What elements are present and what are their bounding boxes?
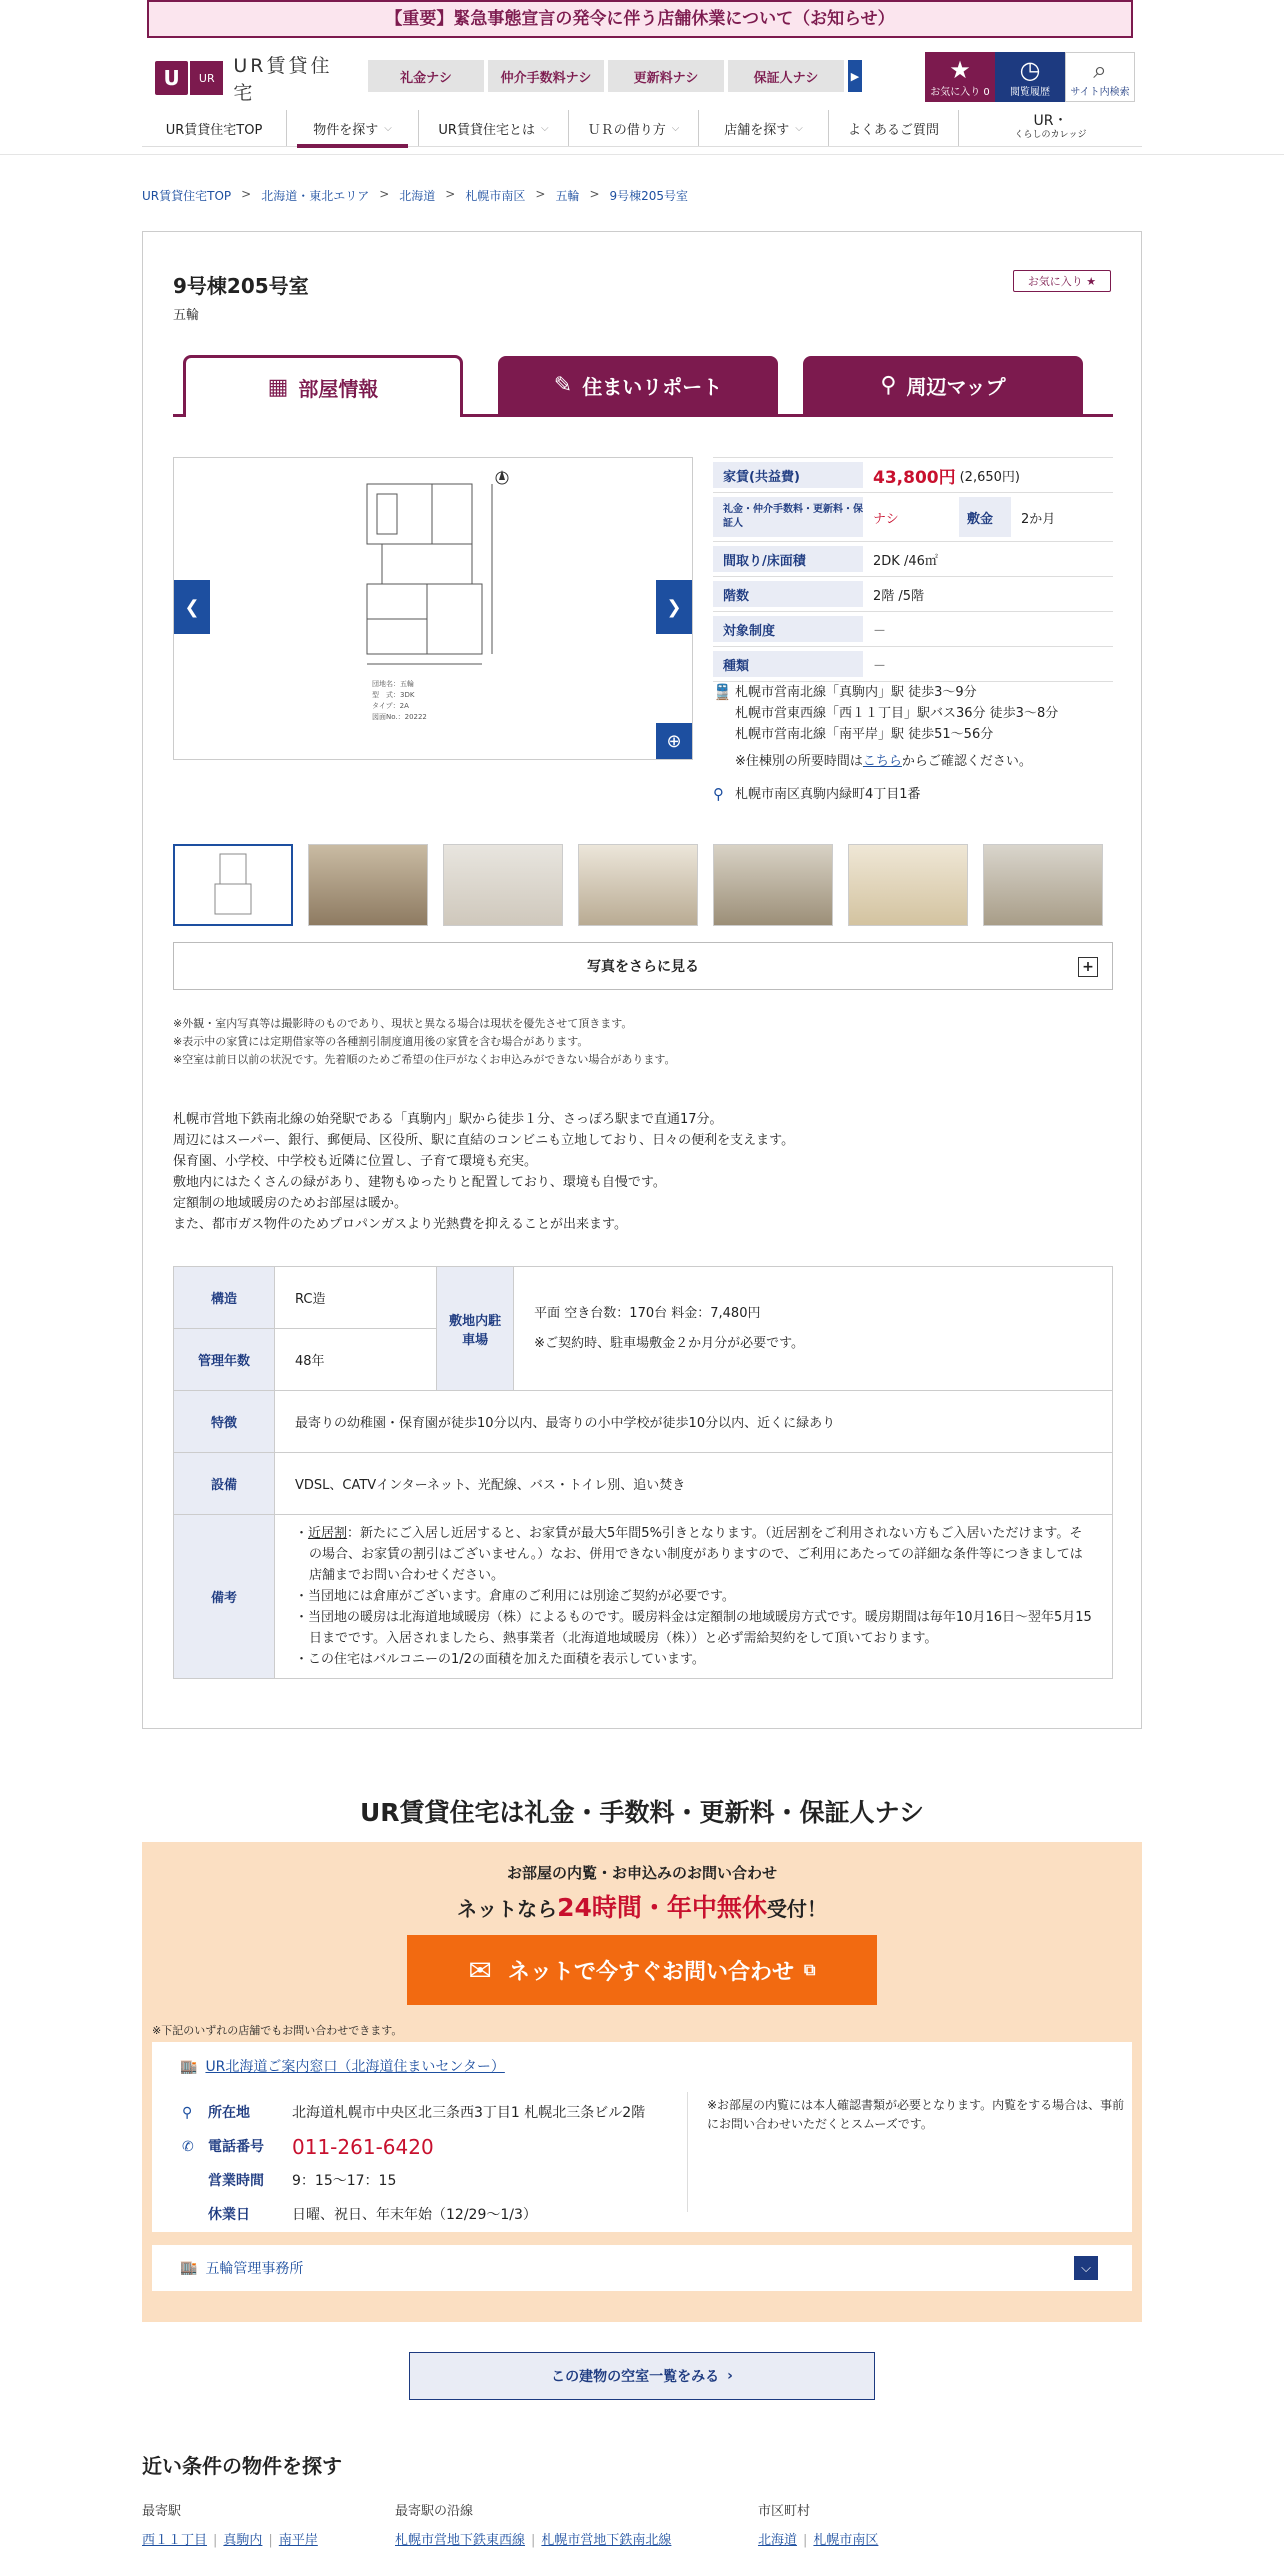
detail-value: 48年 (275, 1329, 437, 1391)
remark-item: ・この住宅はバルコニーの1/2の面積を加えた面積を表示しています。 (295, 1652, 705, 1667)
content-tabs (173, 352, 1113, 417)
chevron-left-icon: ❮ (184, 596, 200, 618)
detail-table (173, 1266, 1113, 1679)
parking-line: ※ご契約時、駐車場敷金２か月分が必要です。 (534, 1335, 805, 1351)
near-station-link[interactable]: 西１１丁目 (142, 2533, 208, 2548)
access-train (713, 682, 1113, 772)
chevron-down-icon[interactable]: ⌵ (1074, 2256, 1098, 2280)
promo-tab-hoshonin[interactable]: 保証人ナシ (728, 60, 844, 92)
more-photos-label: 写真をさらに見る (587, 959, 699, 975)
access-line: 札幌市営南北線「南平岸」駅 徒歩51～56分 (735, 727, 994, 742)
breadcrumb-sep: > (241, 187, 252, 201)
spec-row-target (713, 612, 1113, 647)
spec-label: 種類 (713, 651, 863, 677)
near-station-link[interactable]: 南平岸 (278, 2533, 318, 2548)
floorplan-thumb-image (175, 846, 291, 924)
description-line: 周辺にはスーパー、銀行、郵便局、区役所、駅に直結のコンビニも立地しており、日々の便利を支えます。 (173, 1133, 795, 1148)
logo-text: UR賃貸住宅 (233, 55, 333, 104)
floorplan-caption: タイプ：2A (372, 702, 409, 710)
breadcrumb-current: 9号棟205号室 (609, 189, 689, 203)
photo-notes (173, 1015, 675, 1069)
remark-text: ：新たにご入居し近居すると、お家賃が最大5年間5%引きとなります。（近居割をご利用されない方もご入居いただけます。その場合、お家賃の割引はございません。）なお、併用できない制度がありますので、ご利用にあたっての詳細な条件等につきましては店舗までお問い合わせください。 (309, 1526, 1083, 1583)
gnav-faq-label: よくあるご質問 (847, 122, 939, 138)
train-icon: 🚆 (713, 683, 732, 701)
tel-label: 電話番号 (208, 2139, 264, 2155)
history-button[interactable] (995, 52, 1065, 102)
thumb-floorplan[interactable] (173, 844, 293, 926)
thumb-photo[interactable] (578, 844, 698, 926)
gnav-howto[interactable] (569, 110, 699, 146)
description-line: また、都市ガス物件のためプロパンガスより光熱費を抑えることが出来ます。 (173, 1217, 627, 1232)
thumb-photo[interactable] (713, 844, 833, 926)
history-label: 閲覧履歴 (1010, 86, 1050, 98)
spec-row-layout (713, 542, 1113, 577)
hours-label: 営業時間 (208, 2173, 264, 2189)
floorplan-caption: 型 式：3DK (372, 691, 415, 699)
spec-value: 2DK /46㎡ (873, 553, 938, 569)
chevron-down-icon: ⌵ (540, 122, 549, 134)
address-text: 札幌市南区真駒内緑町4丁目1番 (735, 787, 921, 802)
remark-text: この住宅はバルコニーの1/2の面積を加えた面積を表示しています。 (308, 1652, 705, 1667)
gnav-shops-label: 店舗を探す (724, 122, 790, 138)
near-line-link[interactable]: 札幌市営地下鉄南北線 (541, 2533, 672, 2548)
gnav-about-label: UR賃貸住宅とは (438, 122, 535, 138)
spec-label: 敷金 (959, 497, 1011, 537)
magnifier-icon: ⊕ (666, 730, 682, 752)
map-pin-icon: ⚲ (880, 372, 897, 398)
external-link-icon: ⧉ (804, 1960, 816, 1979)
more-photos-button[interactable] (173, 942, 1113, 990)
detail-label: 設備 (174, 1453, 275, 1515)
chevron-right-icon: ❯ (666, 596, 682, 618)
description-line: 定額制の地域暖房のためお部屋は暖か。 (173, 1196, 408, 1211)
spec-value (863, 458, 1113, 492)
shop-divider (687, 2092, 688, 2212)
gnav-top[interactable] (142, 110, 287, 146)
college-top-label: UR・ (1033, 113, 1068, 129)
tab-room-info[interactable] (183, 355, 463, 417)
gnav-college[interactable] (959, 110, 1142, 146)
property-box (142, 231, 1142, 1729)
shop-side-note: ※お部屋の内覧には本人確認書類が必要となります。内覧をする場合は、事前にお問い合わせいただくとスムーズです。 (707, 2098, 1125, 2131)
gnav-howto-label: ＵＲの借り方 (587, 122, 666, 138)
spec-label: 間取り/床面積 (713, 546, 863, 572)
promo-tab-chukai[interactable]: 仲介手数料ナシ (488, 60, 604, 92)
access-note (735, 751, 1058, 772)
spec-row-fees (713, 493, 1113, 542)
gallery-prev-button[interactable] (174, 580, 210, 634)
gnav-search[interactable] (287, 110, 419, 146)
access-detail-link[interactable]: こちら (862, 754, 902, 769)
promo-next-arrow-icon[interactable]: ▶ (848, 60, 862, 92)
gnav-top-label: UR賃貸住宅TOP (165, 122, 263, 138)
note-line: ※表示中の家賃には定期借家等の各種割引制度適用後の家賃を含む場合があります。 (173, 1035, 589, 1048)
gnav-shops[interactable] (699, 110, 829, 146)
gnav-about[interactable] (419, 110, 569, 146)
favorites-button[interactable] (925, 52, 995, 102)
near-line-link[interactable]: 札幌市営地下鉄東西線 (395, 2533, 526, 2548)
envelope-icon: ✉ (468, 1953, 492, 1987)
favorites-label: お気に入り (930, 86, 981, 98)
breadcrumb-top[interactable]: UR賃貸住宅TOP (142, 189, 232, 203)
contact-sub-post: 受付！ (766, 1897, 827, 1921)
note-line: ※空室は前日以前の状況です。先着順のためご希望の住戸がなくお申込みができない場合があります。 (173, 1053, 676, 1066)
promo-tab-koshin[interactable]: 更新料ナシ (608, 60, 724, 92)
access-info (713, 682, 1113, 805)
shop-link[interactable]: UR北海道ご案内窓口（北海道住まいセンター） (205, 2059, 505, 2075)
tab-room-info-label: 部屋情報 (298, 377, 379, 401)
breadcrumb (142, 187, 688, 204)
shop-name (180, 2056, 505, 2076)
spec-label: 礼金・仲介手数料・更新料・保証人 (713, 497, 863, 537)
building-icon: ▦ (267, 375, 289, 400)
logo-mark-sub: UR (190, 61, 223, 95)
shop-card (152, 2042, 1132, 2232)
thumb-photo[interactable] (443, 844, 563, 926)
access-note-pre: ※住棟別の所要時間は (735, 754, 863, 769)
hours-value: 9：15～17：15 (292, 2173, 397, 2189)
chevron-right-icon: › (727, 2368, 733, 2384)
contact-subheading (142, 1888, 1142, 1924)
spec-table (713, 457, 1113, 682)
detail-label: 管理年数 (174, 1329, 275, 1391)
map-pin-icon: ⚲ (713, 785, 724, 803)
spec-row-rent (713, 457, 1113, 493)
breadcrumb-sep: > (379, 187, 390, 201)
property-description (173, 1109, 794, 1235)
breadcrumb-sep: > (535, 187, 546, 201)
site-search-button[interactable] (1065, 52, 1135, 102)
catch-copy: UR賃貸住宅は礼金・手数料・更新料・保証人ナシ (359, 1798, 925, 1827)
shop-card-collapsed[interactable] (152, 2245, 1132, 2291)
net-inquiry-button[interactable] (407, 1935, 877, 2005)
addr-label: 所在地 (208, 2105, 250, 2121)
spec-label: 家賃(共益費) (713, 462, 863, 488)
pencil-icon: ✎ (553, 372, 573, 398)
detail-value: RC造 (275, 1267, 437, 1329)
tab-report-label: 住まいリポート (582, 374, 723, 399)
contact-heading: お部屋の内覧・お申込みのお問い合わせ (506, 1864, 777, 1882)
fees-value: ナシ (873, 511, 899, 527)
plus-icon: + (1078, 957, 1098, 977)
detail-label: 備考 (174, 1515, 275, 1679)
spec-value: 2か月 (1021, 511, 1056, 527)
danchi-name: 五輪 (173, 308, 200, 323)
access-note-post: からご確認ください。 (901, 754, 1032, 769)
remark-item: ・近居割：新たにご入居し近居すると、お家賃が最大5年間5%引きとなります。（近居割をご利用されない方もご入居いただけます。その場合、お家賃の割引はございません。）なお、併用できない制度がありますので、ご利用にあたっての詳細な条件等につきましては店舗までお問い合わせください。 (295, 1526, 1083, 1583)
contact-section (142, 1842, 1142, 2322)
remark-item: ・当団地の暖房は北海道地域暖房（株）によるものです。暖房料金は定額制の地域暖房方式です。暖房期間は毎年10月16日～翌年5月15日までです。入居されましたら、熱事業者（北海道地域暖房（株））と必ず需給契約をして頂いております。 (295, 1610, 1092, 1646)
detail-label: 特徴 (174, 1391, 275, 1453)
detail-label: 構造 (174, 1267, 275, 1329)
remarks-list (275, 1515, 1113, 1679)
detail-label: 敷地内駐車場 (437, 1267, 514, 1391)
gallery-next-button[interactable] (656, 580, 692, 634)
tab-map-label: 周辺マップ (906, 374, 1006, 399)
chevron-down-icon: ⌵ (671, 122, 680, 134)
remark-item: ・当団地には倉庫がございます。倉庫のご利用には別途ご契約が必要です。 (295, 1589, 735, 1604)
shop2-name[interactable]: 五輪管理事務所 (205, 2261, 304, 2277)
note-line: ※外観・室内写真等は撮影時のものであり、現状と異なる場合は現状を優先させて頂きます。 (173, 1017, 633, 1030)
logo-mark: U (155, 61, 188, 95)
shop-icon: 🏬 (180, 2059, 198, 2075)
spec-row-kind (713, 647, 1113, 682)
near-stations-label: 最寄駅 (142, 2504, 182, 2519)
map-pin-icon: ⚲ (182, 2105, 193, 2121)
promo-tabs (368, 60, 862, 92)
emergency-notice-banner[interactable]: 【重要】緊急事態宣言の発令に伴う店舗休業について（お知らせ） (147, 0, 1133, 38)
detail-value: VDSL、CATVインターネット、光配線、バス・トイレ別、追い焚き (275, 1453, 1113, 1515)
spec-label: 階数 (713, 581, 863, 607)
addr-value: 北海道札幌市中央区北三条西3丁目1 札幌北三条ビル2階 (292, 2105, 646, 2121)
chevron-down-icon: ⌵ (384, 122, 392, 134)
near-station-link[interactable]: 真駒内 (223, 2533, 263, 2548)
access-line: 札幌市営南北線「真駒内」駅 徒歩3～9分 (735, 685, 977, 700)
access-address (713, 784, 1113, 805)
spec-label: 対象制度 (713, 616, 863, 642)
promo-tab-reikin[interactable]: 礼金ナシ (368, 60, 484, 92)
chevron-down-icon: ⌵ (795, 122, 803, 134)
common-fee-value: (2,650円) (959, 469, 1020, 485)
thumb-photo[interactable] (848, 844, 968, 926)
floorplan-caption: 図面No.：20222 (372, 713, 427, 721)
contact-sub-highlight: 24時間・年中無休 (557, 1893, 767, 1922)
description-line: 札幌市営地下鉄南北線の始発駅である「真駒内」駅から徒歩１分、さっぽろ駅まで直通17分。 (173, 1112, 723, 1127)
detail-value (514, 1267, 1113, 1391)
vacancy-list-button[interactable] (409, 2352, 875, 2400)
header-icons (925, 52, 1135, 102)
near-heading: 近い条件の物件を探す (142, 2454, 342, 2478)
header-divider (0, 154, 1284, 155)
breadcrumb-city[interactable]: 札幌市南区 (465, 189, 526, 203)
shop-details (182, 2096, 645, 2232)
access-line: 札幌市営東西線「西１１丁目」駅バス36分 徒歩3～8分 (735, 706, 1059, 721)
net-inquiry-label: ネットで今すぐお問い合わせ (508, 1959, 795, 1985)
shop-icon: 🏬 (180, 2260, 198, 2276)
tel-value[interactable]: 011-261-6420 (292, 2135, 434, 2159)
floorplan-image (352, 464, 522, 754)
phone-icon: ✆ (182, 2139, 194, 2155)
near-city-link[interactable]: 北海道 (758, 2533, 798, 2548)
floorplan-caption: 団地名：五輪 (372, 680, 414, 688)
spec-row-floor (713, 577, 1113, 612)
parking-line: 平面 空き台数：170台 料金：7,480円 (534, 1305, 761, 1321)
detail-value: 最寄りの幼稚園・保育園が徒歩10分以内、最寄りの小中学校が徒歩10分以内、近くに緑あり (275, 1391, 1113, 1453)
tab-map[interactable] (803, 356, 1083, 414)
breadcrumb-area[interactable]: 北海道・東北エリア (261, 189, 370, 203)
breadcrumb-danchi[interactable]: 五輪 (555, 189, 580, 203)
near-lines: 最寄駅の沿線 札幌市営地下鉄東西線 | 札幌市営地下鉄南北線 (395, 2500, 677, 2548)
holiday-value: 日曜、祝日、年末年始（12/29～1/3） (292, 2207, 537, 2223)
spec-value: － (873, 623, 887, 639)
gnav-search-label: 物件を探す (313, 122, 379, 138)
floorplan-gallery[interactable] (173, 457, 693, 760)
spec-value (863, 493, 959, 541)
description-line: 敷地内にはたくさんの緑があり、建物もゆったりと配置しており、環境も自慢です。 (173, 1175, 666, 1190)
breadcrumb-sep: > (445, 187, 456, 201)
near-cities: 市区町村 北海道 | 札幌市南区 (758, 2500, 884, 2548)
photo-thumbnails (173, 844, 1103, 926)
page-title: 9号棟205号室 (173, 274, 309, 298)
breadcrumb-pref[interactable]: 北海道 (399, 189, 436, 203)
spec-value: 2階 /5階 (873, 588, 925, 604)
favorites-count: 0 (983, 86, 990, 98)
search-icon: ⌕ (1093, 55, 1107, 84)
breadcrumb-sep: > (589, 187, 600, 201)
near-city-link[interactable]: 札幌市南区 (813, 2533, 879, 2548)
contact-sub-pre: ネットなら (457, 1897, 558, 1921)
tab-report[interactable] (498, 356, 778, 414)
zoom-button[interactable] (656, 723, 692, 759)
thumb-photo[interactable] (308, 844, 428, 926)
gnav-faq[interactable] (829, 110, 959, 146)
star-icon: ★ (949, 55, 971, 84)
thumb-photo[interactable] (983, 844, 1103, 926)
description-line: 保育園、小学校、中学校も近隣に位置し、子育て環境も充実。 (173, 1154, 538, 1169)
near-stations: 最寄駅 西１１丁目 | 真駒内 | 南平岸 (142, 2500, 324, 2548)
contact-note: ※下記のいずれの店舗でもお問い合わせできます。 (152, 2024, 403, 2037)
clock-icon: ◷ (1019, 55, 1041, 84)
ur-logo[interactable] (155, 55, 345, 104)
add-favorite-button[interactable]: お気に入り ★ (1013, 270, 1111, 292)
global-nav (142, 110, 1142, 147)
site-search-label: サイト内検索 (1070, 86, 1130, 98)
rent-value: 43,800円 (873, 467, 956, 488)
college-bottom-label: くらしのカレッジ (1014, 130, 1087, 140)
remark-text: 当団地には倉庫がございます。倉庫のご利用には別途ご契約が必要です。 (308, 1589, 735, 1604)
near-lines-label: 最寄駅の沿線 (395, 2504, 474, 2519)
kinkyo-link[interactable]: 近居割 (308, 1526, 348, 1541)
holiday-label: 休業日 (208, 2207, 250, 2223)
near-cities-label: 市区町村 (758, 2504, 811, 2519)
spec-value: － (873, 658, 887, 674)
remark-text: 当団地の暖房は北海道地域暖房（株）によるものです。暖房料金は定額制の地域暖房方式です。暖房期間は毎年10月16日～翌年5月15日までです。入居されましたら、熱事業者（北海道地域暖房（株））と必ず需給契約をして頂いております。 (308, 1610, 1092, 1646)
vacancy-label: この建物の空室一覧をみる (551, 2369, 720, 2385)
